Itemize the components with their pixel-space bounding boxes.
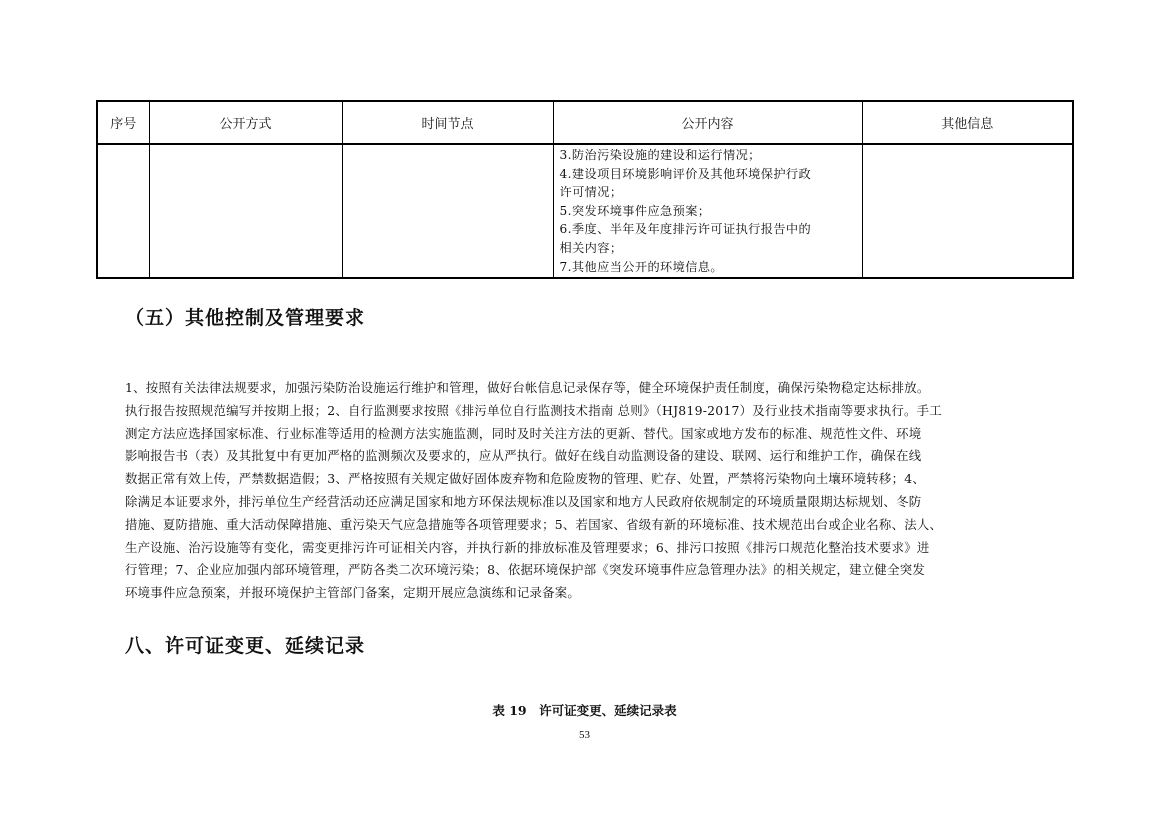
page-number: 53 [579, 729, 590, 741]
paragraph-line: 措施、夏防措施、重大活动保障措施、重污染天气应急措施等各项管理要求；5、若国家、省级有新的环境标准、技术规范出台或企业名称、法人、 [125, 516, 943, 532]
paragraph-line: 执行报告按照规范编写并按期上报；2、自行监测要求按照《排污单位自行监测技术指南 总则》（HJ819-2017）及行业技术指南等要求执行。手工 [125, 402, 942, 418]
requirements-paragraph [125, 377, 1045, 605]
table-row [97, 144, 1073, 278]
header-index: 序号 [97, 101, 149, 144]
paragraph-line: 生产设施、治污设施等有变化，需变更排污许可证相关内容，并执行新的排放标准及管理要求；6、排污口按照《排污口规范化整治技术要求》进 [125, 539, 930, 555]
paragraph-line: 影响报告书（表）及其批复中有更加严格的监测频次及要求的，应从严执行。做好在线自动监测设备的建设、联网、运行和维护工作，确保在线 [125, 448, 922, 464]
paragraph-line: 行管理；7、企业应加强内部环境管理，严防各类二次环境污染；8、依据环境保护部《突发环境事件应急管理办法》的相关规定，建立健全突发 [125, 562, 925, 578]
cell-content [553, 144, 862, 278]
content-line: 相关内容； [559, 240, 623, 255]
paragraph-line: 测定方法应选择国家标准、行业标准等适用的检测方法实施监测，同时及时关注方法的更新、替代。国家或地方发布的标准、规范性文件、环境 [125, 425, 922, 441]
content-line: 4.建设项目环境影响评价及其他环境保护行政 [559, 166, 812, 181]
content-line: 5.突发环境事件应急预案； [559, 203, 711, 218]
paragraph-line: 环境事件应急预案，并报环境保护主管部门备案，定期开展应急演练和记录备案。 [125, 585, 581, 601]
disclosure-table [96, 100, 1074, 279]
cell-time [342, 144, 553, 278]
header-content: 公开内容 [553, 101, 862, 144]
content-line: 3.防治污染设施的建设和运行情况； [559, 148, 761, 162]
paragraph-line: 数据正常有效上传，严禁数据造假；3、严格按照有关规定做好固体废弃物和危险废物的管理、贮存、处置，严禁将污染物向土壤环境转移；4、 [125, 471, 925, 487]
content-line: 6.季度、半年及年度排污许可证执行报告中的 [559, 222, 812, 237]
chapter-heading: 八、许可证变更、延续记录 [125, 635, 366, 657]
header-other: 其他信息 [862, 101, 1073, 144]
header-method: 公开方式 [149, 101, 342, 144]
paragraph-line: 1、按照有关法律法规要求，加强污染防治设施运行维护和管理，做好台帐信息记录保存等，健全环境保护责任制度，确保污染物稳定达标排放。 [125, 380, 930, 395]
cell-index [97, 144, 149, 278]
section-heading: （五）其他控制及管理要求 [125, 307, 366, 329]
cell-other [862, 144, 1073, 278]
content-line: 7.其他应当公开的环境信息。 [559, 259, 723, 274]
table-caption: 表 19 许可证变更、延续记录表 [492, 703, 677, 718]
table-header-row [97, 101, 1073, 144]
content-line: 许可情况； [559, 185, 623, 200]
paragraph-line: 除满足本证要求外，排污单位生产经营活动还应满足国家和地方环保法规标准以及国家和地方人民政府依规制定的环境质量限期达标规划、冬防 [125, 493, 922, 509]
cell-method [149, 144, 342, 278]
header-time: 时间节点 [342, 101, 553, 144]
